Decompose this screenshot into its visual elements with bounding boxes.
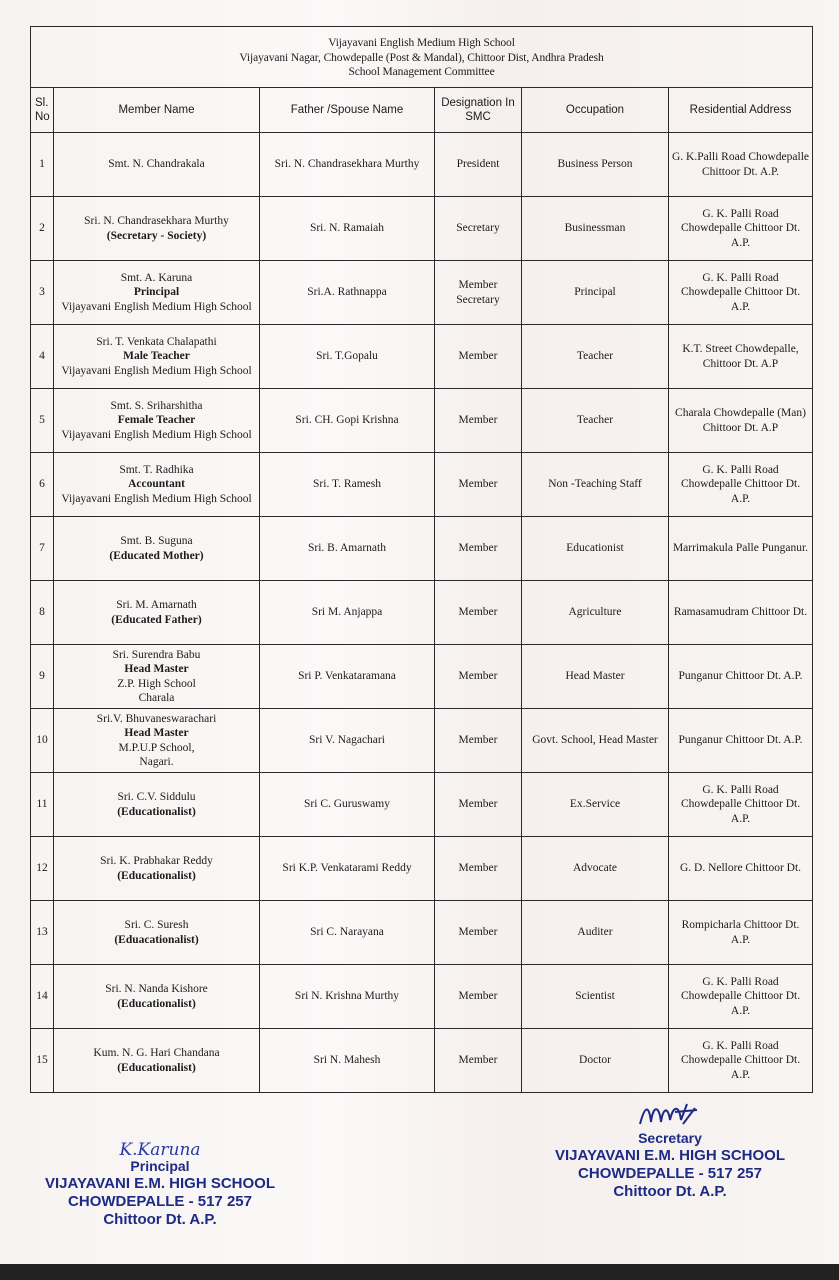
cell-father-spouse: Sri C. Narayana [260, 901, 435, 965]
table-row [31, 389, 813, 453]
cell-sl-no: 3 [31, 261, 54, 325]
member-name: Sri.V. Bhuvaneswarachari [96, 712, 217, 725]
member-name: Smt. N. Chandrakala [108, 158, 205, 171]
document-title-block [31, 27, 813, 88]
cell-designation: Member Secretary [435, 261, 522, 325]
cell-father-spouse: Sri K.P. Venkatarami Reddy [260, 837, 435, 901]
cell-designation: Member [435, 773, 522, 837]
cell-address: Ramasamudram Chittoor Dt. [669, 581, 813, 645]
cell-father-spouse: Sri. T.Gopalu [260, 325, 435, 389]
cell-sl-no: 10 [31, 709, 54, 773]
member-name: Sri. M. Amarnath [116, 599, 197, 611]
cell-sl-no: 12 [31, 837, 54, 901]
cell-occupation: Business Person [522, 133, 669, 197]
table-row [31, 901, 813, 965]
cell-sl-no: 5 [31, 389, 54, 453]
cell-address: G. K. Palli Road Chowdepalle Chittoor Dt. A.P. [669, 197, 813, 261]
cell-designation: Secretary [435, 197, 522, 261]
cell-member-name [54, 965, 260, 1029]
table-row [31, 261, 813, 325]
cell-occupation: Businessman [522, 197, 669, 261]
secretary-school: VIJAYAVANI E.M. HIGH SCHOOL [554, 1147, 786, 1164]
member-role: (Secretary - Society) [106, 229, 207, 242]
member-name: Smt. T. Radhika [119, 463, 194, 476]
member-name: Sri. Surendra Babu [112, 648, 201, 661]
cell-designation: Member [435, 645, 522, 709]
cell-address: Marrimakula Palle Punganur. [669, 517, 813, 581]
cell-occupation: Advocate [522, 837, 669, 901]
cell-father-spouse: Sri N. Krishna Murthy [260, 965, 435, 1029]
table-row [31, 1029, 813, 1093]
cell-address: Punganur Chittoor Dt. A.P. [669, 645, 813, 709]
member-name: Sri. N. Nanda Kishore [105, 983, 208, 995]
principal-district: Chittoor Dt. A.P. [103, 1211, 217, 1228]
school-name: Vijayavani English Medium High School [328, 37, 515, 50]
cell-member-name [54, 325, 260, 389]
cell-member-name [54, 773, 260, 837]
member-role: (Educationalist) [117, 869, 196, 882]
table-row [31, 133, 813, 197]
secretary-place: CHOWDEPALLE - 517 257 [578, 1165, 762, 1182]
cell-father-spouse: Sri. B. Amarnath [260, 517, 435, 581]
member-organization: Z.P. High School [117, 677, 196, 690]
cell-sl-no: 11 [31, 773, 54, 837]
cell-member-name [54, 133, 260, 197]
header-father-spouse: Father /Spouse Name [260, 88, 435, 133]
principal-role: Principal [130, 1158, 190, 1174]
cell-address: K.T. Street Chowdepalle, Chittoor Dt. A.P [669, 325, 813, 389]
cell-sl-no: 14 [31, 965, 54, 1029]
header-sl-no: Sl. No [31, 88, 54, 133]
cell-father-spouse: Sri P. Venkataramana [260, 645, 435, 709]
member-role: (Eduacationalist) [114, 933, 199, 946]
cell-member-name [54, 901, 260, 965]
table-row [31, 517, 813, 581]
header-occupation: Occupation [522, 88, 669, 133]
cell-designation: Member [435, 965, 522, 1029]
cell-address: G. K. Palli Road Chowdepalle Chittoor Dt. A.P. [669, 1029, 813, 1093]
cell-address: G. K. Palli Road Chowdepalle Chittoor Dt. A.P. [669, 773, 813, 837]
cell-sl-no: 6 [31, 453, 54, 517]
principal-signature-block [40, 1140, 280, 1229]
cell-sl-no: 15 [31, 1029, 54, 1093]
member-organization: M.P.U.P School, [118, 741, 195, 754]
member-role: (Educated Mother) [109, 549, 204, 562]
cell-address: G. D. Nellore Chittoor Dt. [669, 837, 813, 901]
cell-sl-no: 9 [31, 645, 54, 709]
cell-occupation: Scientist [522, 965, 669, 1029]
member-name: Smt. S. Sriharshitha [110, 399, 203, 412]
member-name: Sri. T. Venkata Chalapathi [96, 335, 217, 348]
member-role: Head Master [124, 663, 189, 675]
header-designation: Designation In SMC [435, 88, 522, 133]
member-name: Sri. N. Chandrasekhara Murthy [84, 215, 229, 227]
cell-designation: Member [435, 901, 522, 965]
cell-occupation: Govt. School, Head Master [522, 709, 669, 773]
cell-sl-no: 4 [31, 325, 54, 389]
member-role: Female Teacher [117, 414, 196, 427]
cell-member-name [54, 453, 260, 517]
member-name: Smt. A. Karuna [120, 271, 193, 284]
cell-occupation: Teacher [522, 389, 669, 453]
cell-designation: Member [435, 709, 522, 773]
cell-occupation: Educationist [522, 517, 669, 581]
table-row [31, 837, 813, 901]
member-name: Kum. N. G. Hari Chandana [93, 1047, 220, 1059]
member-role: (Educationalist) [117, 1061, 196, 1074]
secretary-signature-scribble [635, 1100, 705, 1130]
smc-members-table [30, 26, 813, 1093]
school-address: Vijayavani Nagar, Chowdepalle (Post & Mandal), Chittoor Dist, Andhra Pradesh [239, 51, 604, 64]
cell-member-name [54, 517, 260, 581]
table-row [31, 325, 813, 389]
cell-member-name [54, 197, 260, 261]
member-name: Sri. C.V. Siddulu [117, 791, 196, 803]
cell-member-name [54, 389, 260, 453]
member-role: (Educated Father) [111, 613, 202, 626]
secretary-role: Secretary [638, 1130, 702, 1146]
cell-father-spouse: Sri N. Mahesh [260, 1029, 435, 1093]
committee-title: School Management Committee [348, 66, 495, 79]
cell-address: G. K. Palli Road Chowdepalle Chittoor Dt. A.P. [669, 453, 813, 517]
cell-designation: Member [435, 517, 522, 581]
cell-father-spouse: Sri. N. Ramaiah [260, 197, 435, 261]
member-organization-line2: Charala [138, 692, 175, 704]
cell-occupation: Teacher [522, 325, 669, 389]
member-role: Accountant [128, 478, 185, 491]
cell-designation: Member [435, 325, 522, 389]
member-name: Sri. K. Prabhakar Reddy [100, 855, 213, 867]
footer-bar [0, 1264, 839, 1280]
cell-occupation: Auditer [522, 901, 669, 965]
cell-occupation: Principal [522, 261, 669, 325]
table-row [31, 709, 813, 773]
cell-member-name [54, 709, 260, 773]
cell-member-name [54, 837, 260, 901]
member-organization: Vijayavani English Medium High School [61, 364, 252, 377]
member-name: Sri. C. Suresh [124, 919, 189, 931]
header-member-name: Member Name [54, 88, 260, 133]
member-organization-line2: Nagari. [139, 756, 174, 768]
principal-place: CHOWDEPALLE - 517 257 [68, 1193, 252, 1210]
table-row [31, 453, 813, 517]
cell-designation: Member [435, 389, 522, 453]
cell-occupation: Ex.Service [522, 773, 669, 837]
member-organization: Vijayavani English Medium High School [61, 492, 252, 505]
table-row [31, 965, 813, 1029]
table-row [31, 773, 813, 837]
cell-father-spouse: Sri V. Nagachari [260, 709, 435, 773]
cell-designation: Member [435, 1029, 522, 1093]
cell-sl-no: 2 [31, 197, 54, 261]
cell-father-spouse: Sri. N. Chandrasekhara Murthy [260, 133, 435, 197]
cell-father-spouse: Sri. T. Ramesh [260, 453, 435, 517]
principal-school: VIJAYAVANI E.M. HIGH SCHOOL [44, 1175, 276, 1192]
cell-address: Charala Chowdepalle (Man) Chittoor Dt. A.P [669, 389, 813, 453]
header-address: Residential Address [669, 88, 813, 133]
cell-sl-no: 1 [31, 133, 54, 197]
table-row [31, 581, 813, 645]
cell-designation: President [435, 133, 522, 197]
member-role: Male Teacher [123, 350, 190, 363]
cell-father-spouse: Sri.A. Rathnappa [260, 261, 435, 325]
member-role: Principal [133, 286, 180, 299]
member-role: Head Master [124, 727, 189, 739]
cell-member-name [54, 261, 260, 325]
member-organization: Vijayavani English Medium High School [61, 300, 252, 313]
member-name: Smt. B. Suguna [120, 535, 193, 547]
cell-address: G. K. Palli Road Chowdepalle Chittoor Dt. A.P. [669, 965, 813, 1029]
cell-father-spouse: Sri M. Anjappa [260, 581, 435, 645]
cell-member-name [54, 645, 260, 709]
cell-father-spouse: Sri C. Guruswamy [260, 773, 435, 837]
cell-occupation: Non -Teaching Staff [522, 453, 669, 517]
cell-member-name [54, 1029, 260, 1093]
cell-address: G. K. Palli Road Chowdepalle Chittoor Dt. A.P. [669, 261, 813, 325]
cell-occupation: Agriculture [522, 581, 669, 645]
table-row [31, 645, 813, 709]
secretary-signature-block [550, 1100, 790, 1201]
cell-designation: Member [435, 581, 522, 645]
cell-occupation: Doctor [522, 1029, 669, 1093]
cell-address: Punganur Chittoor Dt. A.P. [669, 709, 813, 773]
cell-member-name [54, 581, 260, 645]
cell-sl-no: 13 [31, 901, 54, 965]
cell-designation: Member [435, 453, 522, 517]
cell-designation: Member [435, 837, 522, 901]
cell-sl-no: 8 [31, 581, 54, 645]
cell-occupation: Head Master [522, 645, 669, 709]
member-organization: Vijayavani English Medium High School [61, 428, 252, 441]
principal-signature: K.Karuna [119, 1140, 201, 1160]
table-row [31, 197, 813, 261]
cell-address: G. K.Palli Road Chowdepalle Chittoor Dt. A.P. [669, 133, 813, 197]
cell-address: Rompicharla Chittoor Dt. A.P. [669, 901, 813, 965]
member-role: (Educationalist) [117, 997, 196, 1010]
cell-father-spouse: Sri. CH. Gopi Krishna [260, 389, 435, 453]
cell-sl-no: 7 [31, 517, 54, 581]
secretary-district: Chittoor Dt. A.P. [613, 1183, 727, 1200]
member-role: (Educationalist) [117, 805, 196, 818]
